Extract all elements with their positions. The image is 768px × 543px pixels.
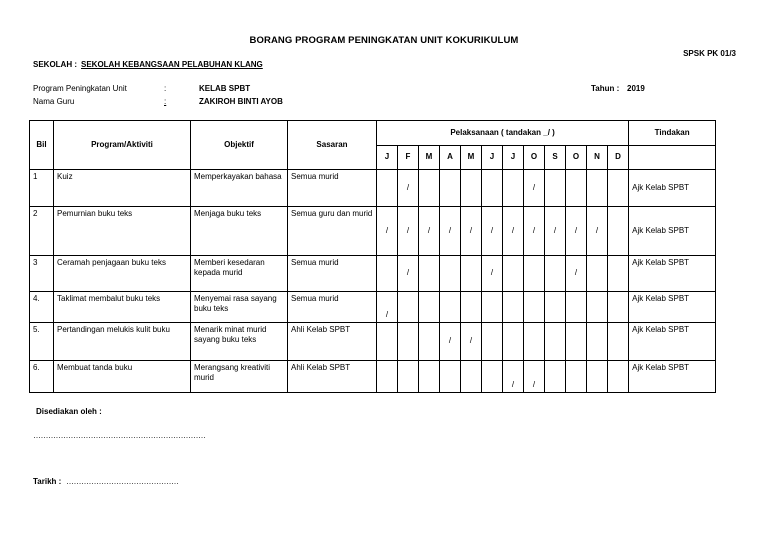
month-mark: [377, 361, 398, 393]
row-program: Kuiz: [54, 170, 191, 207]
month-mark: /: [524, 207, 545, 256]
row-sasaran: Semua murid: [288, 170, 377, 207]
month-mark: [377, 170, 398, 207]
month-mark: /: [440, 323, 461, 361]
table-row: [30, 256, 716, 292]
program-value: KELAB SPBT: [199, 84, 251, 93]
month-mark: [461, 170, 482, 207]
month-mark: [461, 256, 482, 292]
sekolah-value: SEKOLAH KEBANGSAAN PELABUHAN KLANG: [81, 60, 263, 69]
month-mark: [419, 170, 440, 207]
month-mark: /: [419, 207, 440, 256]
month-header: N: [587, 146, 608, 170]
program-colon: :: [164, 84, 167, 93]
row-program: Pemurnian buku teks: [54, 207, 191, 256]
row-tindakan: Ajk Kelab SPBT: [629, 361, 716, 393]
month-mark: /: [461, 207, 482, 256]
row-program: Membuat tanda buku: [54, 361, 191, 393]
month-mark: [503, 256, 524, 292]
month-mark: [398, 361, 419, 393]
table-row: [30, 361, 716, 393]
month-mark: [440, 292, 461, 323]
month-mark: [482, 292, 503, 323]
month-mark: [377, 323, 398, 361]
row-bil: 6.: [30, 361, 54, 393]
table-row: [30, 323, 716, 361]
month-mark: [524, 292, 545, 323]
month-mark: [419, 256, 440, 292]
month-mark: [587, 292, 608, 323]
month-header: D: [608, 146, 629, 170]
month-header: O: [524, 146, 545, 170]
month-mark: [608, 207, 629, 256]
table-row: [30, 170, 716, 207]
row-tindakan: Ajk Kelab SPBT: [629, 256, 716, 292]
tarikh-label: Tarikh :: [33, 477, 62, 486]
row-tindakan: Ajk Kelab SPBT: [629, 292, 716, 323]
guru-colon: :: [164, 97, 167, 106]
month-mark: /: [482, 207, 503, 256]
month-header: J: [377, 146, 398, 170]
month-mark: [503, 292, 524, 323]
month-mark: /: [503, 207, 524, 256]
row-sasaran: Semua guru dan murid: [288, 207, 377, 256]
month-header: J: [503, 146, 524, 170]
row-tindakan: Ajk Kelab SPBT: [629, 170, 716, 207]
month-mark: [545, 170, 566, 207]
row-sasaran: Semua murid: [288, 292, 377, 323]
month-header: S: [545, 146, 566, 170]
month-mark: /: [377, 292, 398, 323]
disediakan-label: Disediakan oleh :: [36, 407, 102, 416]
program-label: Program Peningkatan Unit: [33, 84, 127, 93]
form-title: BORANG PROGRAM PENINGKATAN UNIT KOKURIKULUM: [249, 35, 519, 46]
form-reference-code: SPSK PK 01/3: [683, 49, 736, 58]
month-mark: /: [461, 323, 482, 361]
month-mark: [461, 292, 482, 323]
row-bil: 3: [30, 256, 54, 292]
header-tindakan: Tindakan: [629, 121, 716, 146]
month-mark: [587, 361, 608, 393]
signature-line: ……………………………………………………………: [33, 431, 206, 440]
header-program: Program/Aktiviti: [54, 121, 191, 170]
header-objektif: Objektif: [191, 121, 288, 170]
month-mark: [566, 170, 587, 207]
month-mark: [482, 323, 503, 361]
month-mark: [566, 292, 587, 323]
row-objektif: Memberi kesedaran kepada murid: [191, 256, 288, 292]
month-mark: [587, 170, 608, 207]
month-header: A: [440, 146, 461, 170]
month-mark: [524, 256, 545, 292]
row-bil: 5.: [30, 323, 54, 361]
month-mark: /: [503, 361, 524, 393]
month-mark: [608, 170, 629, 207]
row-sasaran: Ahli Kelab SPBT: [288, 323, 377, 361]
month-mark: /: [524, 170, 545, 207]
month-mark: /: [398, 170, 419, 207]
header-pelaksanaan: Pelaksanaan ( tandakan _/ ): [377, 121, 629, 146]
row-objektif: Memperkayakan bahasa: [191, 170, 288, 207]
header-bil: Bil: [30, 121, 54, 170]
month-mark: [608, 292, 629, 323]
month-mark: /: [377, 207, 398, 256]
month-mark: [566, 323, 587, 361]
month-mark: [587, 256, 608, 292]
month-mark: /: [566, 256, 587, 292]
month-mark: [524, 323, 545, 361]
month-mark: [377, 256, 398, 292]
program-table: [29, 120, 716, 393]
month-mark: [482, 361, 503, 393]
month-mark: /: [524, 361, 545, 393]
tindakan-subheader: [629, 146, 716, 170]
row-objektif: Menjaga buku teks: [191, 207, 288, 256]
month-mark: [440, 256, 461, 292]
month-mark: [419, 323, 440, 361]
row-bil: 4.: [30, 292, 54, 323]
row-program: Taklimat membalut buku teks: [54, 292, 191, 323]
guru-value: ZAKIROH BINTI AYOB: [199, 97, 283, 106]
table-row: [30, 207, 716, 256]
month-mark: [587, 323, 608, 361]
row-sasaran: Semua murid: [288, 256, 377, 292]
month-mark: /: [587, 207, 608, 256]
month-mark: [545, 323, 566, 361]
month-mark: /: [440, 207, 461, 256]
month-mark: [545, 361, 566, 393]
row-objektif: Menarik minat murid sayang buku teks: [191, 323, 288, 361]
month-mark: /: [398, 256, 419, 292]
row-program: Pertandingan melukis kulit buku: [54, 323, 191, 361]
tahun-value: 2019: [627, 84, 645, 93]
month-mark: [503, 323, 524, 361]
month-mark: /: [482, 256, 503, 292]
tarikh-line: ………………………………………: [66, 477, 179, 486]
month-header: F: [398, 146, 419, 170]
month-mark: [482, 170, 503, 207]
month-mark: [566, 361, 587, 393]
month-mark: /: [398, 207, 419, 256]
month-mark: [398, 323, 419, 361]
month-mark: [545, 256, 566, 292]
row-sasaran: Ahli Kelab SPBT: [288, 361, 377, 393]
month-mark: [608, 323, 629, 361]
row-objektif: Merangsang kreativiti murid: [191, 361, 288, 393]
row-objektif: Menyemai rasa sayang buku teks: [191, 292, 288, 323]
header-sasaran: Sasaran: [288, 121, 377, 170]
month-mark: [461, 361, 482, 393]
row-bil: 1: [30, 170, 54, 207]
row-bil: 2: [30, 207, 54, 256]
table-row: [30, 292, 716, 323]
month-mark: [608, 361, 629, 393]
row-tindakan: Ajk Kelab SPBT: [629, 207, 716, 256]
guru-label: Nama Guru: [33, 97, 75, 106]
month-mark: [419, 361, 440, 393]
tahun-label: Tahun :: [591, 84, 620, 93]
month-mark: /: [545, 207, 566, 256]
month-mark: [608, 256, 629, 292]
month-mark: [440, 170, 461, 207]
month-mark: [398, 292, 419, 323]
row-tindakan: Ajk Kelab SPBT: [629, 323, 716, 361]
row-program: Ceramah penjagaan buku teks: [54, 256, 191, 292]
month-header: M: [419, 146, 440, 170]
month-header: M: [461, 146, 482, 170]
month-mark: [440, 361, 461, 393]
sekolah-label: SEKOLAH :: [33, 60, 77, 69]
month-mark: /: [566, 207, 587, 256]
month-mark: [419, 292, 440, 323]
month-header: O: [566, 146, 587, 170]
month-mark: [503, 170, 524, 207]
month-header: J: [482, 146, 503, 170]
month-mark: [545, 292, 566, 323]
